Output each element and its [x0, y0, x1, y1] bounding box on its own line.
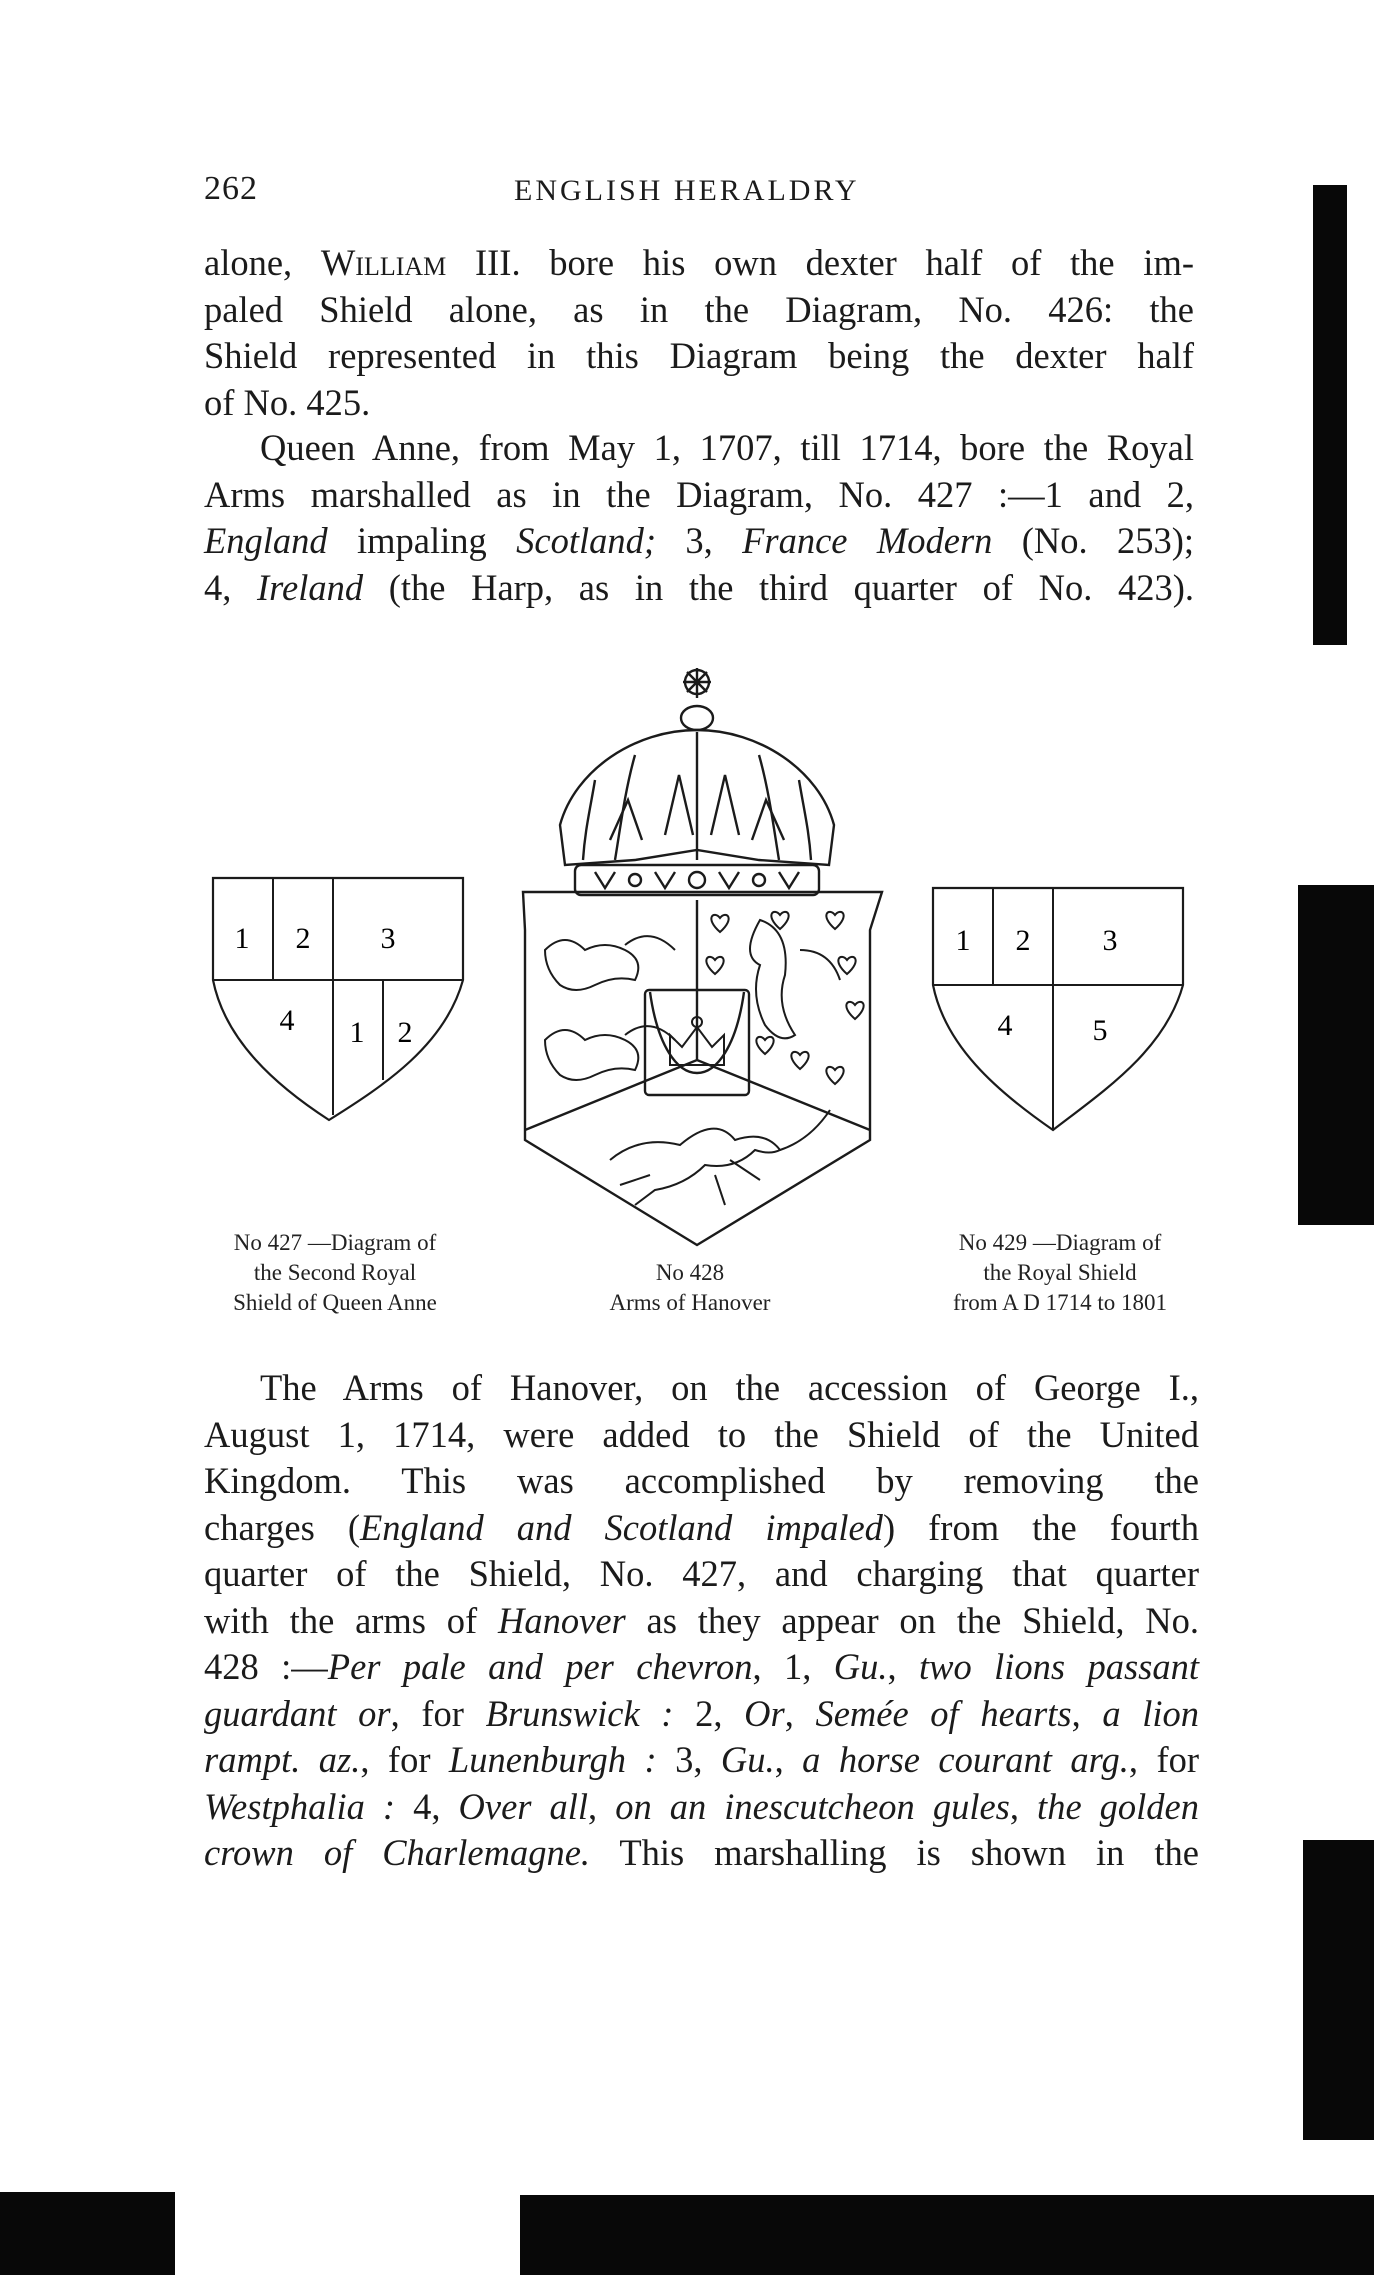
text-line: paled Shield alone, as in the Diagram, No. 426: the — [204, 288, 1194, 330]
scan-edge-shadow — [1303, 1840, 1374, 2140]
text-line: charges (England and Scotland impaled) from the fourth — [204, 1506, 1199, 1548]
rampant-lion-icon — [750, 920, 840, 1038]
quarter-label: 4 — [997, 1009, 1013, 1042]
text-line: of No. 425. — [204, 381, 371, 423]
paragraph-hanover — [204, 1365, 1199, 1877]
diagram-429-shield — [925, 880, 1190, 1140]
page-number: 262 — [204, 170, 258, 207]
text-line: alone, William III. bore his own dexter half of the im- — [204, 242, 1194, 283]
quarter-label: 4 — [279, 1004, 295, 1037]
caption-428: No 428 Arms of Hanover — [609, 1260, 771, 1315]
text-line: guardant or, for Brunswick : 2, Or, Semée of hearts, a lion — [204, 1692, 1200, 1734]
paragraph-queen-anne — [204, 425, 1194, 611]
text-line: Westphalia : 4, Over all, on an inescutcheon gules, the golden — [204, 1785, 1200, 1827]
quarter-label: 3 — [380, 922, 396, 955]
text-line: rampt. az., for Lunenburgh : 3, Gu., a horse courant arg., for — [204, 1739, 1199, 1780]
text-line: quarter of the Shield, No. 427, and charging that quarter — [204, 1553, 1199, 1594]
text-line: Kingdom. This was accomplished by removing the — [204, 1460, 1199, 1501]
quarter-label: 2 — [1015, 924, 1031, 957]
quarter-label: 5 — [1092, 1014, 1108, 1047]
hanover-shield-icon — [523, 892, 882, 1245]
quarter-label: 1 — [349, 1016, 365, 1049]
text-line: with the arms of Hanover as they appear on the Shield, No. — [204, 1599, 1200, 1641]
scan-edge-shadow — [520, 2195, 1374, 2275]
crown-icon — [560, 668, 834, 895]
quarter-label: 2 — [295, 922, 311, 955]
hearts-icon — [706, 912, 863, 1084]
quarter-label: 3 — [1102, 924, 1118, 957]
text-line: August 1, 1714, were added to the Shield of the United — [204, 1413, 1199, 1455]
text-line: Queen Anne, from May 1, 1707, till 1714, bore the Royal — [260, 427, 1194, 468]
quarter-label: 1 — [234, 922, 250, 955]
quarter-label: 2 — [397, 1016, 413, 1049]
paragraph-william — [204, 240, 1194, 426]
running-head — [204, 170, 1184, 220]
text-line: Shield represented in this Diagram being the dexter half — [204, 335, 1194, 376]
scan-edge-shadow — [1313, 185, 1347, 645]
running-title: ENGLISH HERALDRY — [514, 174, 860, 207]
text-line: 4, Ireland (the Harp, as in the third quarter of No. 423). — [204, 566, 1194, 608]
scan-edge-shadow — [0, 2192, 175, 2275]
lion-icon — [545, 936, 675, 1080]
text-line: crown of Charlemagne. This marshalling is shown in the — [204, 1832, 1199, 1873]
diagram-427-shield — [205, 870, 470, 1130]
quarter-label: 1 — [955, 924, 971, 957]
text-line: 428 :—Per pale and per chevron, 1, Gu., two lions passant — [204, 1646, 1199, 1687]
caption-429: No 429 —Diagram of the Royal Shield from A D 1714 to 1801 — [952, 1230, 1168, 1315]
hanover-arms-illustration — [515, 660, 890, 1260]
text-line: The Arms of Hanover, on the accession of George I., — [260, 1367, 1199, 1408]
text-line: Arms marshalled as in the Diagram, No. 427 :—1 and 2, — [204, 473, 1194, 515]
horse-icon — [610, 1110, 830, 1205]
scan-edge-shadow — [1298, 885, 1374, 1225]
text-line: England impaling Scotland; 3, France Modern (No. 253); — [204, 520, 1195, 561]
caption-427: No 427 —Diagram of the Second Royal Shield of Queen Anne — [233, 1230, 437, 1315]
